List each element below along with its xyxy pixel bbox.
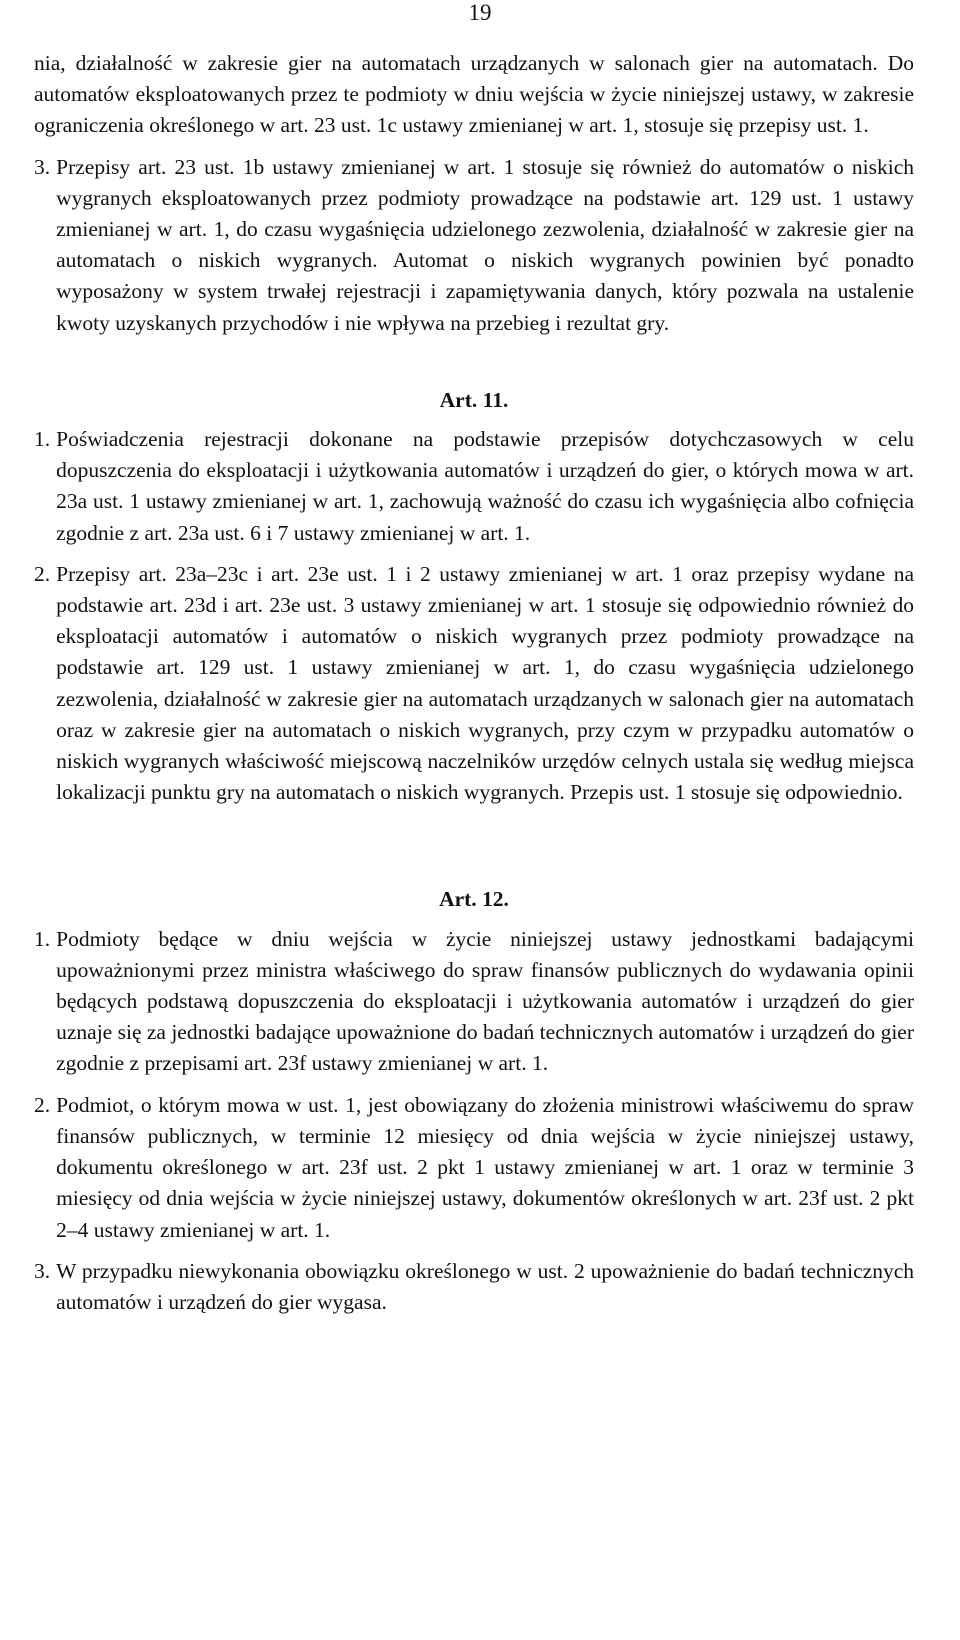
para-text: Podmiot, o którym mowa w ust. 1, jest obowiązany do złożenia ministrowi właściwemu do spraw finansów publicznych, w terminie 12 miesięcy od dnia wejścia w życie niniejszej ustawy, dokumentu określonego w art. 23f ust. 2 pkt 1 ustawy zmienianej w art. 1 oraz w terminie 3 miesięcy od dnia wejścia w życie niniejszej ustawy, dokumentów określonych w art. 23f ust. 2 pkt 2–4 ustawy zmienianej w art. 1. (56, 1092, 914, 1242)
art11-para-1 (34, 424, 914, 549)
para-text: Poświadczenia rejestracji dokonane na podstawie przepisów dotychczasowych w celu dopuszczenia do eksploatacji i użytkowania automatów i urządzeń do gier, o których mowa w art. 23a ust. 1 ustawy zmienianej w art. 1, zachowują ważność do czasu ich wygaśnięcia albo cofnięcia zgodnie z art. 23a ust. 6 i 7 ustawy zmienianej w art. 1. (56, 427, 914, 545)
art12-para-2 (34, 1090, 914, 1246)
para-number: 1. (34, 427, 51, 452)
para-number: 3. (34, 1258, 51, 1283)
intro-text: nia, działalność w zakresie gier na automatach urządzanych w salonach gier na automatach. Do automatów eksploatowanych przez te podmioty w dniu wejścia w życie niniejszej ustawy, w zakresie ograniczenia określonego w art. 23 ust. 1c ustawy zmienianej w art. 1, stosuje się przepisy ust. 1. (34, 51, 914, 138)
para-number: 3. (34, 154, 51, 179)
para-text: Przepisy art. 23 ust. 1b ustawy zmienianej w art. 1 stosuje się również do automatów o niskich wygranych eksploatowanych przez podmioty prowadzące na podstawie art. 129 ust. 1 ustawy zmienianej w art. 1, do czasu wygaśnięcia udzielonego zezwolenia, działalność w zakresie gier na automatach o niskich wygranych. Automat o niskich wygranych powinien być ponadto wyposażony w system trwałej rejestracji i zapamiętywania danych, który pozwala na ustalenie kwoty uzyskanych przychodów i nie wpływa na przebieg i rezultat gry. (56, 154, 914, 335)
para-number: 1. (34, 926, 51, 951)
document-body (34, 48, 914, 1318)
para-number: 2. (34, 1092, 51, 1117)
para-text: Przepisy art. 23a–23c i art. 23e ust. 1 i 2 ustawy zmienianej w art. 1 oraz przepisy wydane na podstawie art. 23d i art. 23e ust. 3 ustawy zmienianej w art. 1 stosuje się odpowiednio również do eksploatacji automatów i automatów o niskich wygranych przez podmioty prowadzące na podstawie art. 129 ust. 1 ustawy zmienianej w art. 1, do czasu wygaśnięcia udzielonego zezwolenia, działalność w zakresie gier na automatach urządzanych w salonach gier na automatach oraz w zakresie gier na automatach o niskich wygranych, przy czym w przypadku automatów o niskich wygranych właściwość miejscową naczelników urzędów celnych ustala się według miejsca lokalizacji punktu gry na automatach o niskich wygranych. Przepis ust. 1 stosuje się odpowiednio. (56, 561, 914, 805)
art11-para-2 (34, 559, 914, 809)
page-number: 19 (468, 0, 492, 25)
para-text: Podmioty będące w dniu wejścia w życie niniejszej ustawy jednostkami badającymi upoważnionymi przez ministra właściwego do spraw finansów publicznych do wydawania opinii będących podstawą dopuszczenia do eksploatacji i użytkowania automatów i urządzeń do gier uznaje się za jednostki badające upoważnione do badań technicznych automatów i urządzeń do gier zgodnie z przepisami art. 23f ustawy zmienianej w art. 1. (56, 926, 914, 1076)
intro-paragraph (34, 48, 914, 142)
art12-para-3 (34, 1256, 914, 1318)
para-text: W przypadku niewykonania obowiązku określonego w ust. 2 upoważnienie do badań technicznych automatów i urządzeń do gier wygasa. (56, 1258, 914, 1314)
article-12-heading: Art. 12. (439, 887, 509, 912)
art12-para-1 (34, 924, 914, 1080)
article-11-heading: Art. 11. (439, 387, 509, 412)
para-number: 2. (34, 561, 51, 586)
art10-para-3 (34, 152, 914, 339)
